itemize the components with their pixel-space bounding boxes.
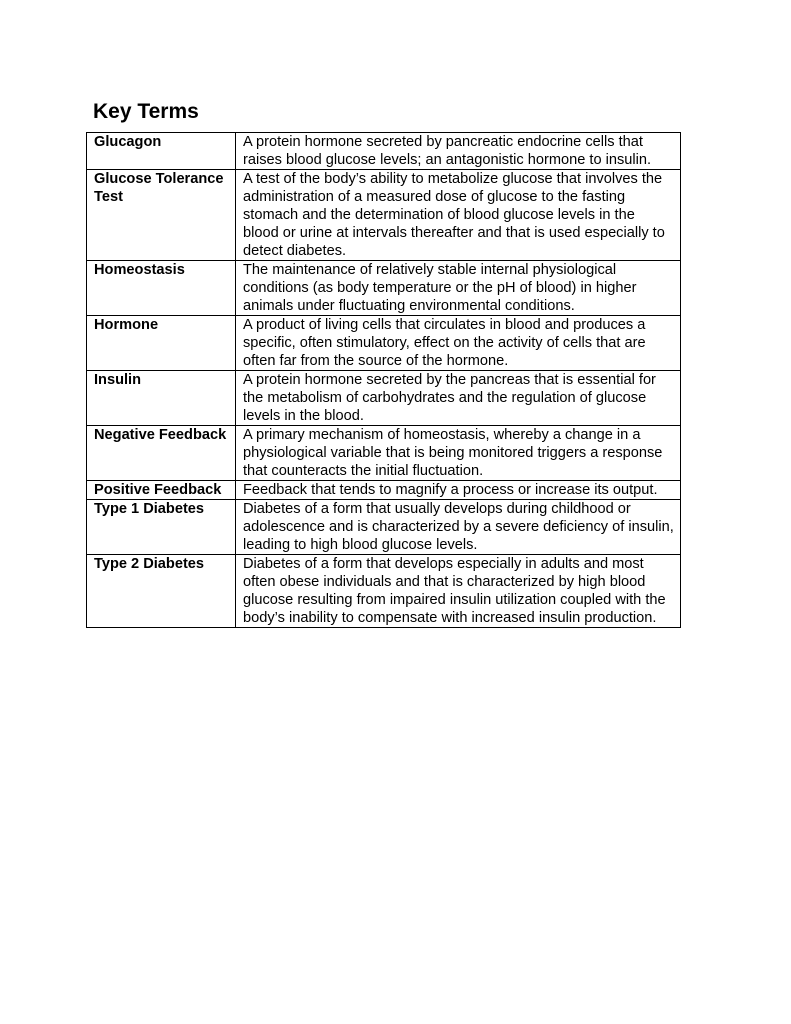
definition-cell: A protein hormone secreted by pancreatic endocrine cells that raises blood glucose levels; an antagonistic hormone to insulin.: [236, 133, 681, 170]
definition-cell: Feedback that tends to magnify a process or increase its output.: [236, 481, 681, 500]
table-row: [87, 170, 681, 261]
definition-cell: A test of the body’s ability to metabolize glucose that involves the administration of a measured dose of glucose to the fasting stomach and the determination of blood glucose levels in the blood or urine at intervals thereafter and that is used especially to detect diabetes.: [236, 170, 681, 261]
definition-cell: Diabetes of a form that usually develops during childhood or adolescence and is characterized by a severe deficiency of insulin, leading to high blood glucose levels.: [236, 500, 681, 555]
definition-cell: A primary mechanism of homeostasis, whereby a change in a physiological variable that is being monitored triggers a response that counteracts the initial fluctuation.: [236, 426, 681, 481]
table-row: [87, 261, 681, 316]
term-cell: Homeostasis: [87, 261, 236, 316]
definition-cell: A product of living cells that circulates in blood and produces a specific, often stimulatory, effect on the activity of cells that are often far from the source of the hormone.: [236, 316, 681, 371]
term-cell: Insulin: [87, 371, 236, 426]
table-row: [87, 426, 681, 481]
definition-cell: The maintenance of relatively stable internal physiological conditions (as body temperature or the pH of blood) in higher animals under fluctuating environmental conditions.: [236, 261, 681, 316]
table-row: [87, 316, 681, 371]
term-cell: Type 1 Diabetes: [87, 500, 236, 555]
table-row: [87, 555, 681, 628]
table-row: [87, 371, 681, 426]
term-cell: Glucose Tolerance Test: [87, 170, 236, 261]
definition-cell: Diabetes of a form that develops especially in adults and most often obese individuals and that is characterized by high blood glucose resulting from impaired insulin utilization coupled with the body’s inability to compensate with increased insulin production.: [236, 555, 681, 628]
term-cell: Glucagon: [87, 133, 236, 170]
key-terms-table: [86, 132, 681, 628]
term-cell: Positive Feedback: [87, 481, 236, 500]
table-row: [87, 481, 681, 500]
definition-cell: A protein hormone secreted by the pancreas that is essential for the metabolism of carbohydrates and the regulation of glucose levels in the blood.: [236, 371, 681, 426]
table-row: [87, 133, 681, 170]
term-cell: Type 2 Diabetes: [87, 555, 236, 628]
term-cell: Hormone: [87, 316, 236, 371]
page-title: Key Terms: [93, 100, 199, 123]
table-row: [87, 500, 681, 555]
term-cell: Negative Feedback: [87, 426, 236, 481]
